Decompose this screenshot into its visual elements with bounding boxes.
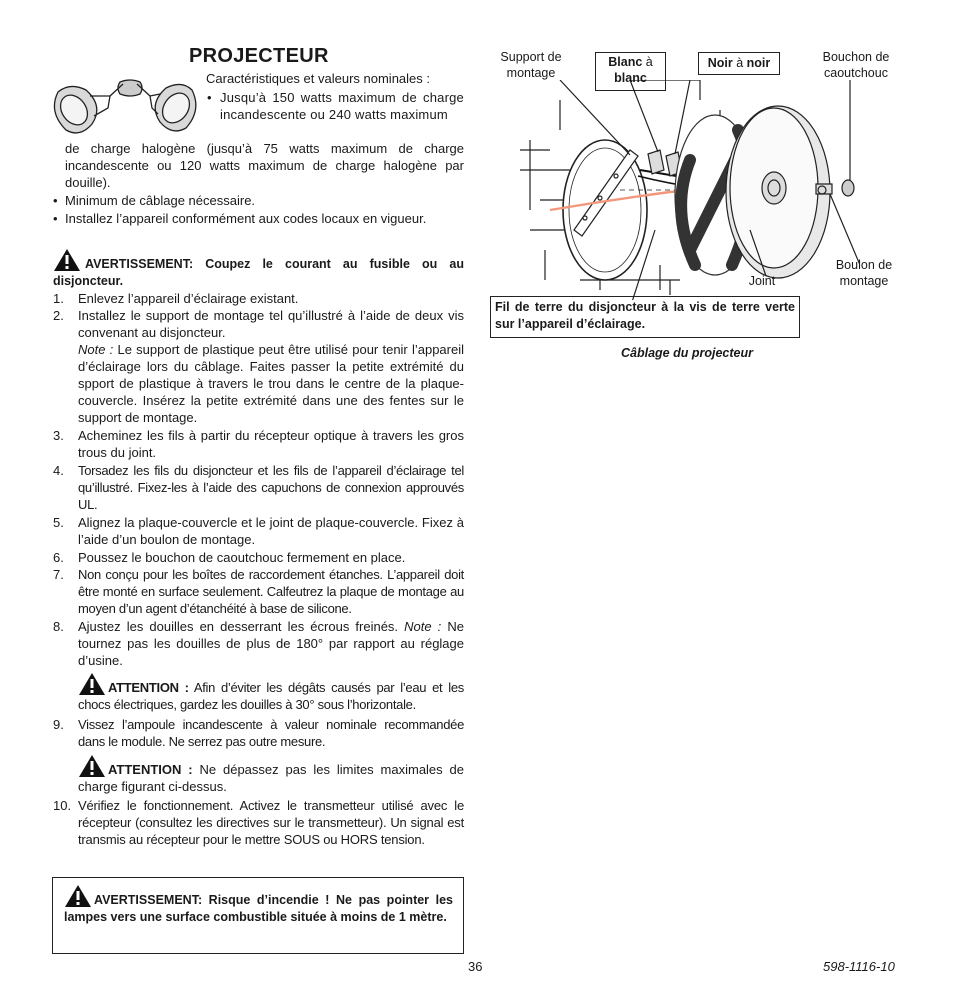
step-8-text (78, 618, 464, 669)
step-4-text: Torsadez les fils du disjoncteur et les fils de l’appareil d’éclairage tel qu’illustré. Fixez-les à l’aide des capuchons de connexion approuvés UL. (78, 463, 464, 512)
label-black-to-black (699, 55, 779, 71)
step-number: 5. (53, 515, 64, 530)
attention-text: Ne dépassez pas les limites maximales de charge figurant ci-dessus. (78, 762, 464, 794)
step-number: 3. (53, 428, 64, 443)
warning-2 (64, 884, 453, 926)
label-white-to-white-box (595, 52, 666, 91)
ground-wire-label: Fil de terre du disjoncteur à la vis de terre verte sur l’appareil d’éclairage. (495, 300, 795, 331)
label-to-word: à (736, 56, 744, 70)
label-black-to-black-box (698, 52, 780, 75)
bullet-marker: • (53, 211, 58, 226)
step-9-text: Vissez l’ampoule incandescente à valeur nominale recommandée dans le module. Ne serrez pas outre mesure. (78, 717, 464, 749)
step-2-note (78, 341, 464, 426)
label-mounting-bracket: Support de montage (500, 50, 562, 80)
fire-warning-box (52, 877, 464, 954)
step-1-text: Enlevez l’appareil d’éclairage existant. (78, 291, 299, 306)
step-number: 9. (53, 717, 64, 732)
step-2-text: Installez le support de montage tel qu’illustré à l’aide de deux vis convenant au disjoncteur. (78, 308, 464, 340)
intro-text: Caractéristiques et valeurs nominales : (206, 71, 430, 86)
attention-label: ATTENTION : (108, 680, 189, 695)
label-white-word: Blanc (608, 55, 643, 69)
warning-1-text: AVERTISSEMENT: Coupez le courant au fusible ou au disjoncteur. (53, 257, 464, 288)
step-number: 2. (53, 308, 64, 323)
warning-2-text: AVERTISSEMENT: Risque d’incendie ! Ne pas pointer les lampes vers une surface combustible située à moins de 1 mètre. (64, 893, 453, 924)
step-number: 8. (53, 619, 64, 634)
ground-wire-box (490, 296, 800, 338)
label-mounting-bolt: Boulon de montage (835, 258, 893, 288)
bullet-1-part-a: Jusqu’à 150 watts maximum de charge incandescente ou 240 watts maximum (220, 90, 464, 122)
wiring-diagram (520, 80, 860, 300)
step-3-text: Acheminez les fils à partir du récepteur optique à travers les gros trous du joint. (78, 428, 464, 460)
attention-2 (78, 754, 464, 795)
note-text: Ne tournez pas les douilles de plus de 180° par rapport au réglage d’usine. (78, 619, 465, 668)
warning-triangle-icon (78, 672, 106, 696)
warning-triangle-icon (53, 248, 81, 272)
label-to-word: à (645, 55, 653, 69)
label-white-word: blanc (614, 71, 647, 85)
step-number: 1. (53, 291, 64, 306)
label-white-to-white (596, 54, 665, 86)
step-10-text: Vérifiez le fonctionnement. Activez le transmetteur utilisé avec le récepteur (consultez les directives sur le transmetteur). Un signal est transmis au récepteur pour le mettre SOUS ou HORS tension. (78, 798, 464, 847)
label-black-word: noir (746, 56, 771, 70)
document-number: 598-1116-10 (823, 959, 895, 974)
note-label: Note : (404, 619, 442, 634)
bullet-3: Installez l’appareil conformément aux codes locaux en vigueur. (65, 211, 427, 226)
step-number: 7. (53, 567, 64, 582)
warning-1 (53, 248, 464, 290)
attention-1 (78, 672, 464, 713)
bullet-marker: • (53, 193, 58, 208)
page-number: 36 (468, 959, 483, 974)
bullet-1-part-b: de charge halogène (jusqu’à 75 watts maximum de charge incandescente ou 120 watts maximum de charge halogène par douille). (65, 141, 464, 190)
diagram-caption: Câblage du projecteur (621, 346, 753, 360)
step-number: 4. (53, 463, 64, 478)
step-7-text: Non conçu pour les boîtes de raccordement étanches. L’appareil doit être monté en surface seulement. Calfeutrez la plaque de montage au moyen d’un agent d’étanchéité à base de silicone. (78, 567, 464, 616)
step-8-main: Ajustez les douilles en desserrant les écrous freinés. (78, 619, 399, 634)
label-black-word: Noir (707, 56, 733, 70)
page-title: PROJECTEUR (189, 45, 329, 67)
bullet-2: Minimum de câblage nécessaire. (65, 193, 256, 208)
step-6-text: Poussez le bouchon de caoutchouc fermement en place. (78, 550, 406, 565)
floodlight-illustration (50, 74, 200, 136)
label-gasket: Joint (748, 274, 776, 288)
warning-triangle-icon (78, 754, 106, 778)
step-number: 10. (53, 798, 72, 813)
attention-text: Afin d’éviter les dégâts causés par l’eau et les chocs électriques, gardez les douilles à 30° sous l’horizontale. (78, 680, 464, 712)
step-5-text: Alignez la plaque-couvercle et le joint de plaque-couvercle. Fixez à l’aide d’un boulon de montage. (78, 515, 464, 547)
note-text: Le support de plastique peut être utilisé pour tenir l’appareil d’éclairage lors du câblage. Faites passer la petite extrémité du spport de plastique à travers le trou dans le centre de la plaque-couvercle. Insérez la petite extrémité dans une des fentes sur le support de montage. (78, 342, 465, 425)
note-label: Note : (78, 342, 114, 357)
attention-label: ATTENTION : (108, 762, 193, 777)
bullet-marker: • (207, 90, 212, 105)
label-rubber-plug: Bouchon de caoutchouc (822, 50, 890, 80)
warning-triangle-icon (64, 884, 92, 908)
step-number: 6. (53, 550, 64, 565)
